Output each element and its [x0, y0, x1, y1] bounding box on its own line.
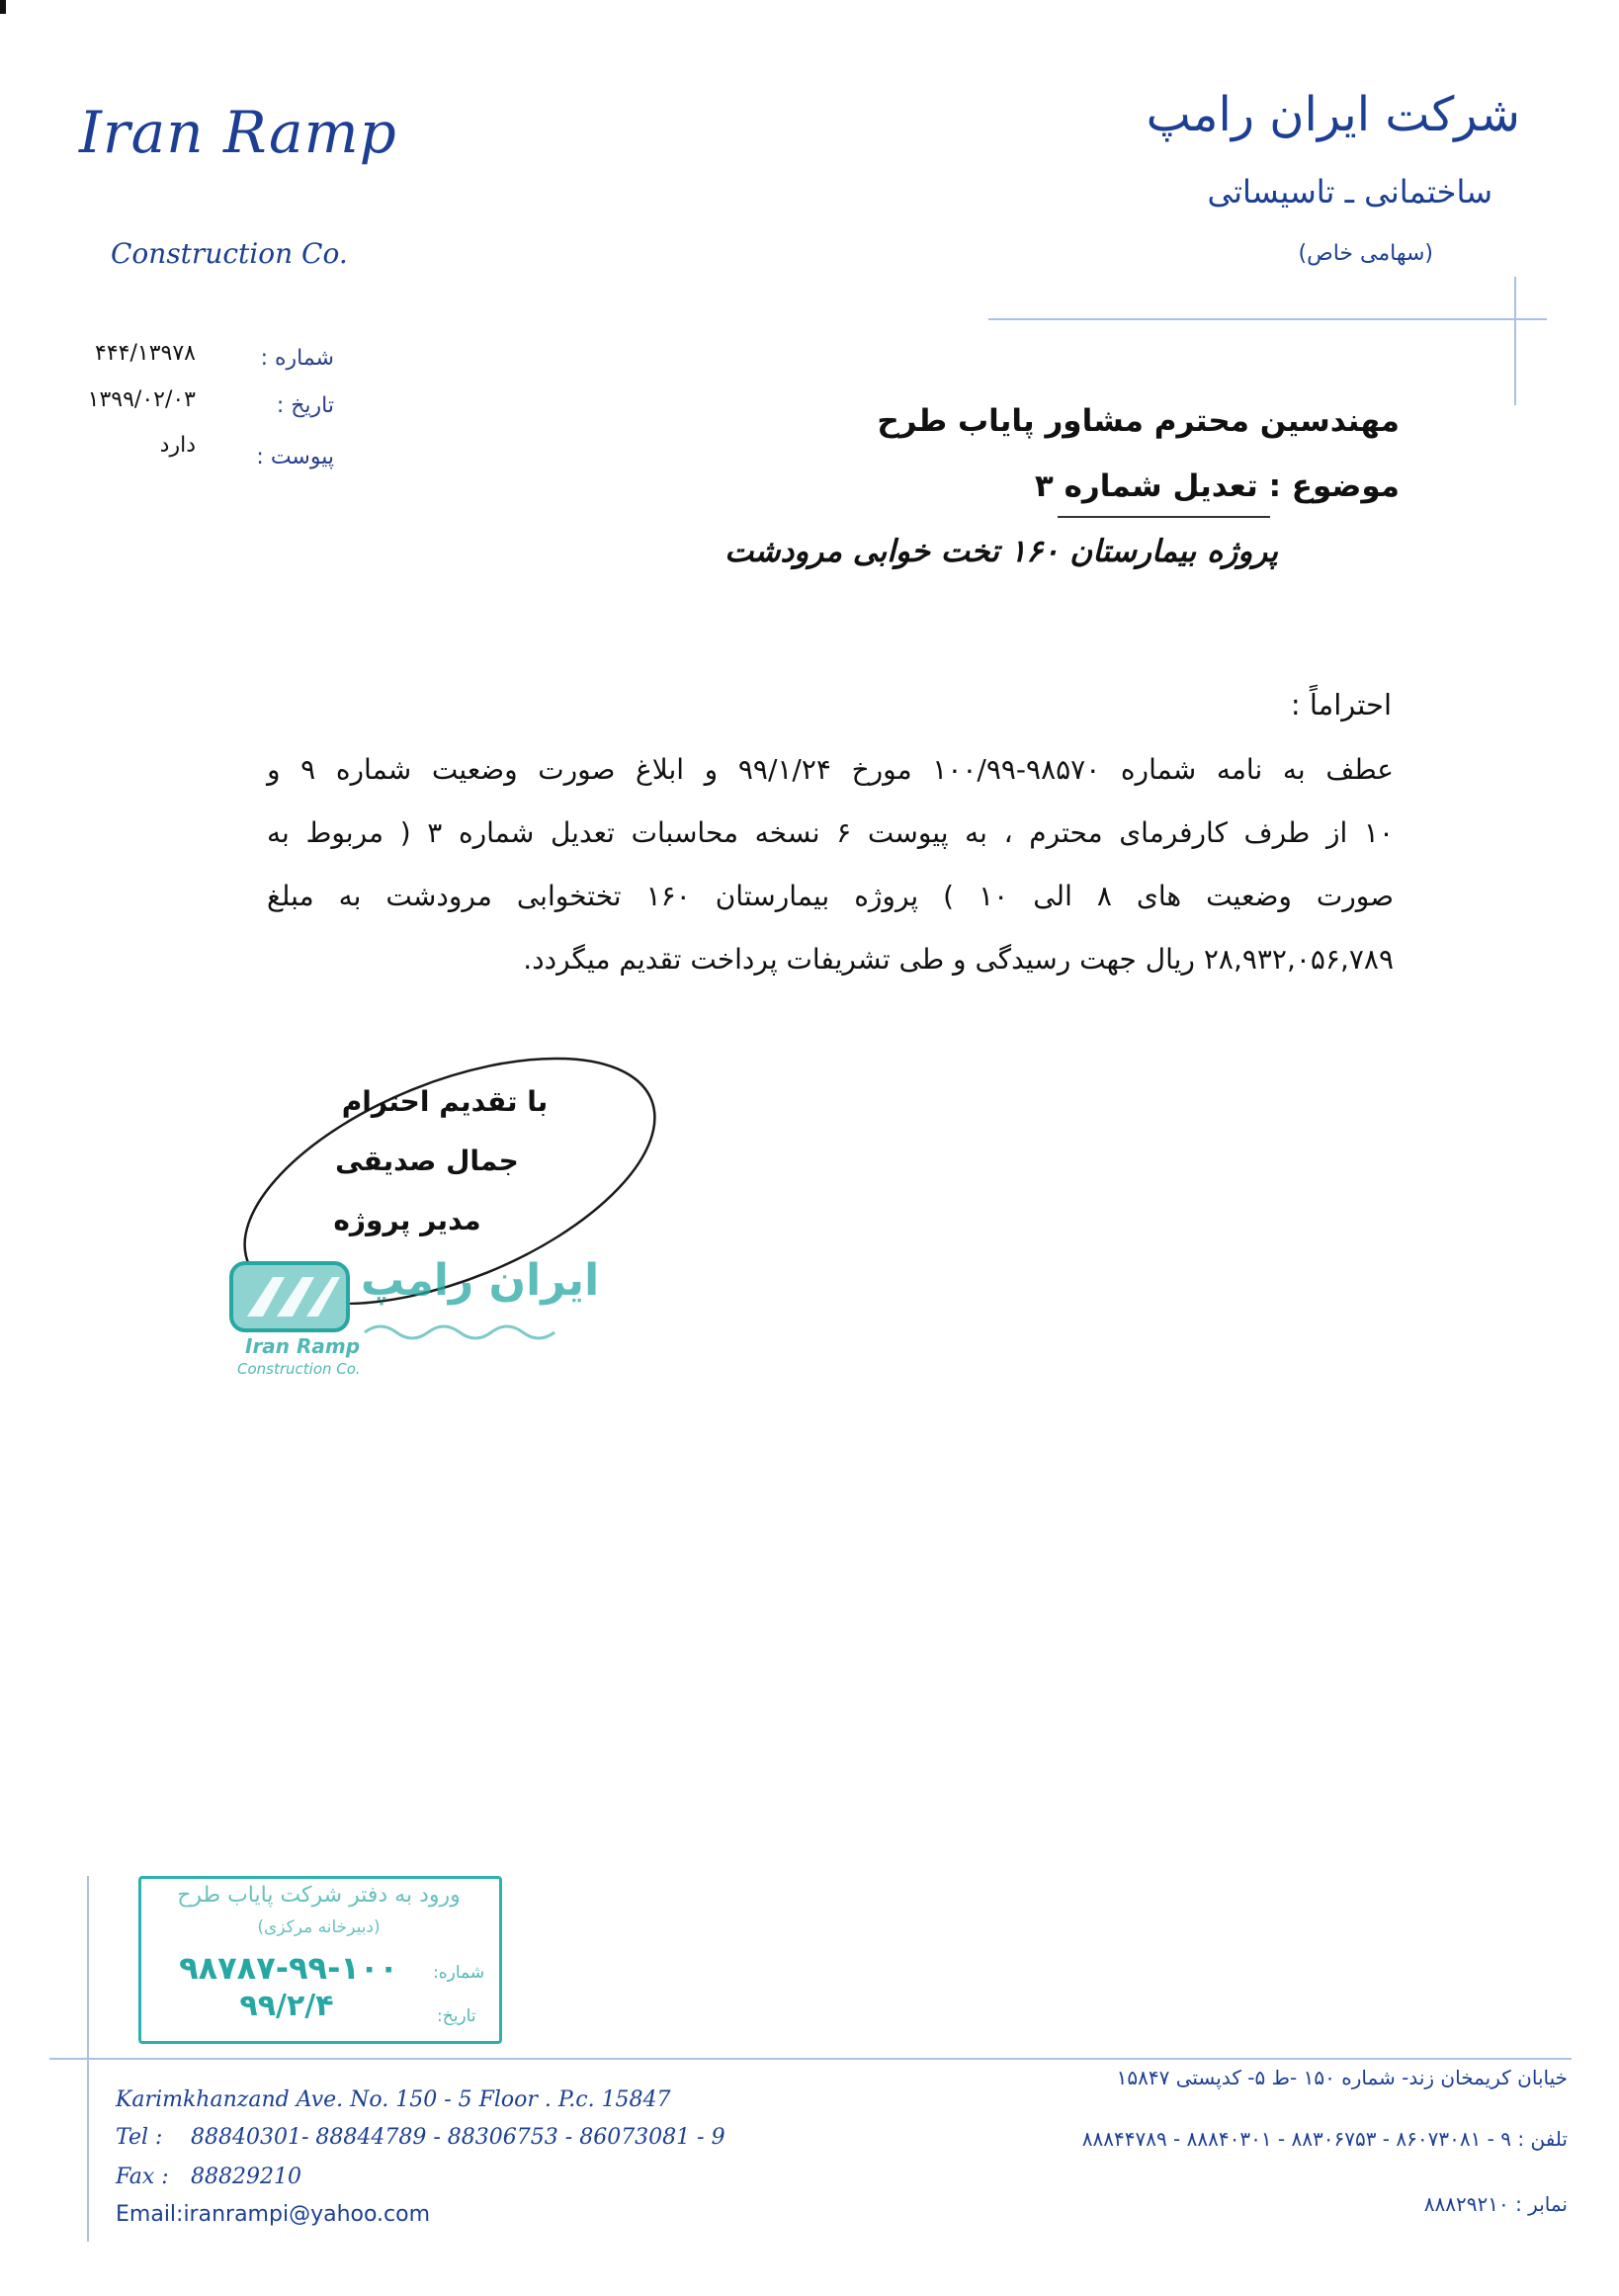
footer-en-email: Email:iranrampi@yahoo.com — [116, 2202, 431, 2227]
company-stamp-en-line2: Construction Co. — [237, 1360, 361, 1378]
signature-title: مدیر پروژه — [333, 1204, 481, 1236]
company-stamp-logo — [225, 1257, 354, 1336]
body-line-3: صورت وضعیت های ۸ الی ۱۰ ) پروژه بیمارستان ۱۶۰ تختخوابی مرودشت به مبلغ — [267, 880, 1394, 912]
project-line: پروژه بیمارستان ۱۶۰ تخت خوابی مرودشت — [724, 534, 1278, 569]
salutation: احتراماً : — [1290, 688, 1392, 722]
logo-en-subtitle: Construction Co. — [111, 237, 348, 270]
footer-en-fax-value: 88829210 — [191, 2165, 301, 2189]
recipient-line: مهندسین محترم مشاور پایاب طرح — [877, 403, 1400, 439]
signature-name: جمال صدیقی — [335, 1145, 519, 1177]
body-line-1: عطف به نامه شماره ۹۸۵۷۰-۱۰۰/۹۹ مورخ ۹۹/۱/۲۴ و ابلاغ صورت وضعیت شماره ۹ و — [267, 753, 1394, 786]
footer-fa-fax: نمابر : ۸۸۸۲۹۲۱۰ — [1423, 2192, 1568, 2216]
footer-rule-horizontal — [49, 2058, 1572, 2060]
attachment-label: پیوست : — [256, 445, 334, 469]
signature-closing: با تقدیم احترام — [341, 1085, 549, 1118]
logo-en-title: Iran Ramp — [79, 99, 397, 166]
logo-fa-note: (سهامی خاص) — [1298, 241, 1433, 266]
footer-en-tel-value: 88840301- 88844789 - 88306753 - 86073081 - 9 — [191, 2125, 725, 2150]
receipt-stamp-date-value: ۹۹/۲/۴ — [239, 1989, 334, 2023]
receipt-stamp-subtitle: (دبیرخانه مرکزی) — [257, 1917, 381, 1937]
receipt-stamp-date-label: تاریخ: — [437, 2006, 476, 2026]
company-stamp-en-line1: Iran Ramp — [245, 1334, 361, 1358]
logo-fa-subtitle: ساختمانی ـ تاسیساتی — [1207, 173, 1492, 211]
footer-fa-tel: تلفن : ۹ - ۸۶۰۷۳۰۸۱ - ۸۸۳۰۶۷۵۳ - ۸۸۸۴۰۳۰۱ - ۸۸۸۴۴۷۸۹ — [1081, 2127, 1568, 2151]
footer-fa-address: خیابان کریمخان زند- شماره ۱۵۰ -ط ۵- کدپستی ۱۵۸۴۷ — [1116, 2066, 1568, 2089]
date-label: تاریخ : — [276, 393, 334, 418]
footer-en-address: Karimkhanzand Ave. No. 150 - 5 Floor . P.c. 15847 — [116, 2087, 671, 2112]
number-label: شماره : — [260, 346, 334, 371]
receipt-stamp-number-value: ۹۸۷۸۷-۹۹-۱۰۰ — [179, 1949, 398, 1987]
company-stamp-fa-scribble — [361, 1315, 578, 1344]
letterhead-rule-vertical — [1514, 277, 1516, 405]
company-stamp-fa-text: ایران رامپ — [361, 1255, 600, 1306]
logo-fa-title: شرکت ایران رامپ — [1146, 87, 1520, 142]
attachment-value: دارد — [159, 433, 196, 458]
subject-line: موضوع : تعدیل شماره ۳ — [1034, 468, 1400, 504]
footer-en-tel-label: Tel : — [116, 2125, 163, 2150]
letterhead-rule-horizontal — [988, 318, 1547, 320]
number-value: ۴۴۴/۱۳۹۷۸ — [95, 341, 196, 366]
scan-corner-mark — [0, 0, 6, 14]
footer-en-fax-label: Fax : — [116, 2165, 169, 2189]
body-line-4: ۲۸,۹۳۲,۰۵۶,۷۸۹ ریال جهت رسیدگی و طی تشریفات پرداخت تقدیم میگردد. — [523, 943, 1394, 976]
receipt-stamp-number-label: شماره: — [433, 1963, 485, 1983]
body-line-2: ۱۰ از طرف کارفرمای محترم ، به پیوست ۶ نسخه محاسبات تعدیل شماره ۳ ( مربوط به — [267, 816, 1394, 849]
date-value: ۱۳۹۹/۰۲/۰۳ — [87, 387, 196, 412]
subject-underline — [1058, 516, 1270, 518]
receipt-stamp-title: ورود به دفتر شرکت پایاب طرح — [177, 1883, 461, 1908]
